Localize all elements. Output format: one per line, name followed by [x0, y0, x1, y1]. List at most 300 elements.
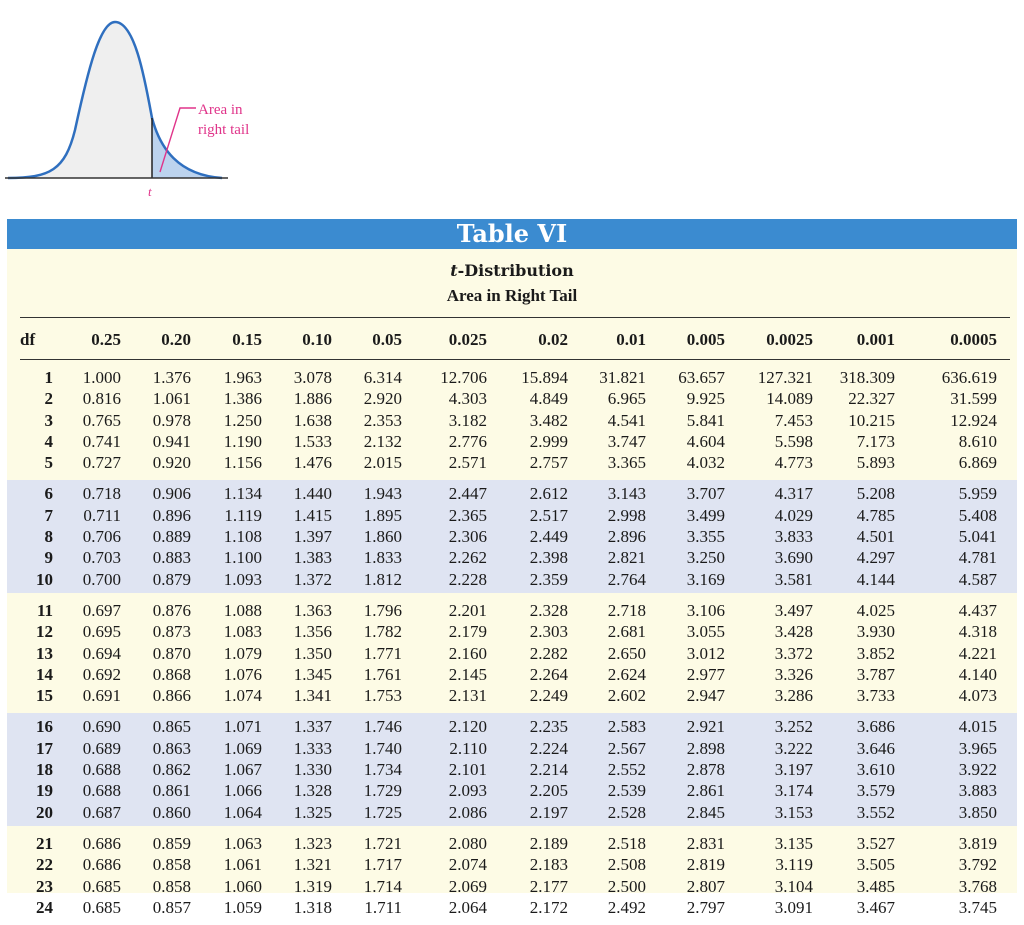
critical-value-cell: 2.821 [607, 548, 646, 568]
df-cell: 18 [36, 760, 53, 780]
critical-value-cell: 2.447 [448, 484, 487, 504]
critical-value-cell: 1.796 [363, 600, 402, 620]
critical-value-cell: 4.785 [856, 505, 895, 525]
critical-value-cell: 0.694 [82, 643, 121, 663]
critical-value-cell: 2.500 [607, 876, 646, 896]
critical-value-cell: 6.869 [958, 453, 997, 473]
df-cell: 6 [44, 484, 53, 504]
critical-value-cell: 0.685 [82, 876, 121, 896]
critical-value-cell: 1.711 [364, 897, 402, 917]
critical-value-cell: 3.091 [774, 897, 813, 917]
critical-value-cell: 1.083 [223, 622, 262, 642]
critical-value-cell: 2.612 [529, 484, 568, 504]
table-row [7, 569, 1017, 590]
t-axis-label: t [148, 184, 152, 199]
critical-value-cell: 2.999 [529, 431, 568, 451]
critical-value-cell: 7.453 [774, 410, 813, 430]
critical-value-cell: 0.906 [152, 484, 191, 504]
table-row [7, 738, 1017, 759]
critical-value-cell: 3.250 [686, 548, 725, 568]
critical-value-cell: 2.262 [448, 548, 487, 568]
critical-value-cell: 2.201 [448, 600, 487, 620]
critical-value-cell: 0.687 [82, 802, 121, 822]
critical-value-cell: 4.032 [686, 453, 725, 473]
df-header: df [20, 330, 36, 349]
table-row [7, 876, 1017, 897]
critical-value-cell: 1.328 [293, 781, 332, 801]
critical-value-cell: 0.686 [82, 833, 121, 853]
df-cell: 23 [36, 876, 53, 896]
critical-value-cell: 5.893 [856, 453, 895, 473]
critical-value-cell: 2.064 [448, 897, 487, 917]
table-row [7, 526, 1017, 547]
critical-value-cell: 1.833 [363, 548, 402, 568]
critical-value-cell: 2.807 [686, 876, 725, 896]
critical-value-cell: 4.221 [958, 643, 997, 663]
critical-value-cell: 1.729 [363, 781, 402, 801]
critical-value-cell: 1.337 [293, 717, 332, 737]
column-header: 0.02 [538, 330, 568, 349]
header-bottom-rule [20, 359, 1010, 360]
callout-label-line1: Area in [198, 102, 243, 118]
critical-value-cell: 2.080 [448, 833, 487, 853]
critical-value-cell: 3.222 [774, 738, 813, 758]
critical-value-cell: 5.208 [856, 484, 895, 504]
critical-value-cell: 0.859 [152, 833, 191, 853]
critical-value-cell: 2.160 [448, 643, 487, 663]
critical-value-cell: 2.264 [529, 664, 568, 684]
table-subtitle [7, 261, 1017, 280]
table-subtitle-area: Area in Right Tail [446, 286, 578, 305]
critical-value-cell: 2.214 [529, 760, 568, 780]
subtitle-variable: t [450, 261, 458, 280]
critical-value-cell: 2.145 [448, 664, 487, 684]
table-row [7, 452, 1017, 473]
critical-value-cell: 2.015 [363, 453, 402, 473]
table-row [7, 854, 1017, 875]
critical-value-cell: 3.485 [856, 876, 895, 896]
curve-body-fill [8, 22, 152, 178]
critical-value-cell: 0.697 [82, 600, 121, 620]
critical-value-cell: 0.688 [82, 760, 121, 780]
critical-value-cell: 0.868 [152, 664, 191, 684]
critical-value-cell: 2.172 [529, 897, 568, 917]
critical-value-cell: 3.922 [958, 760, 997, 780]
critical-value-cell: 1.067 [223, 760, 262, 780]
df-cell: 21 [36, 833, 53, 853]
row-group [7, 713, 1017, 825]
critical-value-cell: 0.866 [152, 686, 191, 706]
critical-value-cell: 3.850 [958, 802, 997, 822]
critical-value-cell: 2.718 [607, 600, 646, 620]
callout-label-line2: right tail [198, 122, 250, 138]
table-row [7, 685, 1017, 706]
critical-value-cell: 2.845 [686, 802, 725, 822]
critical-value-cell: 2.197 [529, 802, 568, 822]
critical-value-cell: 0.883 [152, 548, 191, 568]
critical-value-cell: 1.356 [293, 622, 332, 642]
critical-value-cell: 3.883 [958, 781, 997, 801]
critical-value-cell: 1.372 [293, 569, 332, 589]
t-distribution-curve-figure [0, 0, 280, 205]
column-header: 0.001 [856, 330, 895, 349]
critical-value-cell: 1.059 [223, 897, 262, 917]
critical-value-cell: 2.110 [449, 738, 487, 758]
critical-value-cell: 1.440 [293, 484, 332, 504]
table-row [7, 367, 1017, 388]
critical-value-cell: 1.740 [363, 738, 402, 758]
critical-value-cell: 2.189 [529, 833, 568, 853]
critical-value-cell: 22.327 [848, 389, 895, 409]
df-cell: 8 [44, 527, 53, 547]
critical-value-cell: 1.060 [223, 876, 262, 896]
critical-value-cell: 9.925 [686, 389, 725, 409]
critical-value-cell: 3.852 [856, 643, 895, 663]
critical-value-cell: 0.689 [82, 738, 121, 758]
column-header: 0.01 [616, 330, 646, 349]
table-row [7, 643, 1017, 664]
critical-value-cell: 3.707 [686, 484, 725, 504]
critical-value-cell: 4.587 [958, 569, 997, 589]
critical-value-cell: 3.610 [856, 760, 895, 780]
critical-value-cell: 2.303 [529, 622, 568, 642]
critical-value-cell: 4.437 [958, 600, 997, 620]
critical-value-cell: 4.297 [856, 548, 895, 568]
critical-value-cell: 0.765 [82, 410, 121, 430]
critical-value-cell: 2.947 [686, 686, 725, 706]
critical-value-cell: 3.690 [774, 548, 813, 568]
critical-value-cell: 3.552 [856, 802, 895, 822]
critical-value-cell: 127.321 [757, 368, 813, 387]
table-row [7, 833, 1017, 854]
critical-value-cell: 3.505 [856, 855, 895, 875]
df-cell: 9 [44, 548, 53, 568]
critical-value-cell: 0.718 [82, 484, 121, 504]
critical-value-cell: 0.941 [152, 431, 191, 451]
critical-value-cell: 2.177 [529, 876, 568, 896]
row-group [7, 597, 1017, 709]
row-group [7, 480, 1017, 592]
critical-value-cell: 4.140 [958, 664, 997, 684]
subtitle-text: -Distribution [457, 261, 574, 280]
critical-value-cell: 0.685 [82, 897, 121, 917]
critical-value-cell: 3.197 [774, 760, 813, 780]
critical-value-cell: 1.812 [363, 569, 402, 589]
critical-value-cell: 1.714 [363, 876, 402, 896]
critical-value-cell: 10.215 [848, 410, 895, 430]
critical-value-cell: 1.000 [82, 368, 121, 387]
critical-value-cell: 0.711 [83, 505, 121, 525]
table-row [7, 897, 1017, 918]
df-cell: 3 [44, 410, 53, 430]
critical-value-cell: 2.681 [607, 622, 646, 642]
critical-value-cell: 2.353 [363, 410, 402, 430]
critical-value-cell: 2.093 [448, 781, 487, 801]
critical-value-cell: 2.921 [686, 717, 725, 737]
critical-value-cell: 3.153 [774, 802, 813, 822]
critical-value-cell: 2.567 [607, 738, 646, 758]
table-row [7, 410, 1017, 431]
critical-value-cell: 0.873 [152, 622, 191, 642]
critical-value-cell: 0.703 [82, 548, 121, 568]
critical-value-cell: 1.190 [223, 431, 262, 451]
critical-value-cell: 1.076 [223, 664, 262, 684]
critical-value-cell: 0.889 [152, 527, 191, 547]
critical-value-cell: 2.508 [607, 855, 646, 875]
critical-value-cell: 1.066 [223, 781, 262, 801]
critical-value-cell: 3.686 [856, 717, 895, 737]
critical-value-cell: 2.878 [686, 760, 725, 780]
critical-value-cell: 2.205 [529, 781, 568, 801]
critical-value-cell: 2.492 [607, 897, 646, 917]
critical-value-cell: 2.086 [448, 802, 487, 822]
critical-value-cell: 3.733 [856, 686, 895, 706]
critical-value-cell: 0.896 [152, 505, 191, 525]
critical-value-cell: 0.816 [82, 389, 121, 409]
critical-value-cell: 3.482 [529, 410, 568, 430]
column-header: 0.0025 [766, 330, 813, 349]
critical-value-cell: 3.579 [856, 781, 895, 801]
critical-value-cell: 1.330 [293, 760, 332, 780]
critical-value-cell: 6.965 [607, 389, 646, 409]
critical-value-cell: 4.317 [774, 484, 813, 504]
critical-value-cell: 6.314 [363, 368, 402, 387]
critical-value-cell: 0.870 [152, 643, 191, 663]
critical-value-cell: 636.619 [941, 368, 997, 387]
df-cell: 17 [36, 738, 53, 758]
critical-value-cell: 0.876 [152, 600, 191, 620]
critical-value-cell: 63.657 [678, 368, 725, 387]
column-header: 0.005 [686, 330, 725, 349]
column-header: 0.10 [302, 330, 332, 349]
critical-value-cell: 4.303 [448, 389, 487, 409]
column-header: 0.25 [91, 330, 121, 349]
df-cell: 19 [36, 781, 53, 801]
critical-value-cell: 0.695 [82, 622, 121, 642]
critical-value-cell: 3.372 [774, 643, 813, 663]
critical-value-cell: 0.692 [82, 664, 121, 684]
critical-value-cell: 1.476 [293, 453, 332, 473]
critical-value-cell: 1.415 [293, 505, 332, 525]
critical-value-cell: 5.841 [686, 410, 725, 430]
critical-value-cell: 1.363 [293, 600, 332, 620]
critical-value-cell: 3.106 [686, 600, 725, 620]
critical-value-cell: 2.228 [448, 569, 487, 589]
critical-value-cell: 3.527 [856, 833, 895, 853]
critical-value-cell: 3.768 [958, 876, 997, 896]
critical-value-cell: 2.398 [529, 548, 568, 568]
header-top-rule [20, 317, 1010, 318]
critical-value-cell: 3.143 [607, 484, 646, 504]
critical-value-cell: 2.131 [448, 686, 487, 706]
critical-value-cell: 2.449 [529, 527, 568, 547]
critical-value-cell: 2.517 [529, 505, 568, 525]
column-header: 0.20 [161, 330, 191, 349]
critical-value-cell: 4.773 [774, 453, 813, 473]
critical-value-cell: 3.326 [774, 664, 813, 684]
critical-value-cell: 1.333 [293, 738, 332, 758]
row-group [7, 830, 1017, 921]
table-row [7, 505, 1017, 526]
critical-value-cell: 1.061 [223, 855, 262, 875]
critical-value-cell: 5.598 [774, 431, 813, 451]
critical-value-cell: 3.078 [293, 368, 332, 387]
critical-value-cell: 2.235 [529, 717, 568, 737]
critical-value-cell: 0.863 [152, 738, 191, 758]
critical-value-cell: 12.706 [440, 368, 487, 387]
critical-value-cell: 3.119 [775, 855, 813, 875]
critical-value-cell: 2.306 [448, 527, 487, 547]
critical-value-cell: 1.079 [223, 643, 262, 663]
critical-value-cell: 0.688 [82, 781, 121, 801]
critical-value-cell: 3.012 [686, 643, 725, 663]
critical-value-cell: 3.581 [774, 569, 813, 589]
critical-value-cell: 2.224 [529, 738, 568, 758]
critical-value-cell: 2.365 [448, 505, 487, 525]
critical-value-cell: 0.706 [82, 527, 121, 547]
critical-value-cell: 3.428 [774, 622, 813, 642]
critical-value-cell: 1.319 [293, 876, 332, 896]
critical-value-cell: 3.930 [856, 622, 895, 642]
critical-value-cell: 2.757 [529, 453, 568, 473]
critical-value-cell: 1.321 [293, 855, 332, 875]
table-title: Table VI [456, 219, 568, 248]
critical-value-cell: 2.861 [686, 781, 725, 801]
critical-value-cell: 1.318 [293, 897, 332, 917]
critical-value-cell: 3.747 [607, 431, 646, 451]
critical-value-cell: 1.782 [363, 622, 402, 642]
critical-value-cell: 2.120 [448, 717, 487, 737]
critical-value-cell: 0.741 [82, 431, 121, 451]
critical-value-cell: 2.183 [529, 855, 568, 875]
critical-value-cell: 2.069 [448, 876, 487, 896]
critical-value-cell: 2.518 [607, 833, 646, 853]
critical-value-cell: 0.865 [152, 717, 191, 737]
critical-value-cell: 1.064 [223, 802, 262, 822]
critical-value-cell: 4.501 [856, 527, 895, 547]
critical-value-cell: 1.341 [293, 686, 332, 706]
critical-value-cell: 1.771 [363, 643, 402, 663]
critical-value-cell: 3.965 [958, 738, 997, 758]
critical-value-cell: 0.861 [152, 781, 191, 801]
critical-value-cell: 2.831 [686, 833, 725, 853]
critical-value-cell: 3.055 [686, 622, 725, 642]
table-body [7, 364, 1017, 925]
critical-value-cell: 3.819 [958, 833, 997, 853]
critical-value-cell: 3.646 [856, 738, 895, 758]
df-cell: 4 [44, 431, 53, 451]
critical-value-cell: 2.764 [607, 569, 646, 589]
critical-value-cell: 31.599 [950, 389, 997, 409]
critical-value-cell: 0.879 [152, 569, 191, 589]
critical-value-cell: 0.860 [152, 802, 191, 822]
critical-value-cell: 2.074 [448, 855, 487, 875]
critical-value-cell: 1.383 [293, 548, 332, 568]
critical-value-cell: 2.249 [529, 686, 568, 706]
critical-value-cell: 2.528 [607, 802, 646, 822]
critical-value-cell: 1.638 [293, 410, 332, 430]
critical-value-cell: 4.318 [958, 622, 997, 642]
critical-value-cell: 5.408 [958, 505, 997, 525]
critical-value-cell: 2.797 [686, 897, 725, 917]
critical-value-cell: 0.700 [82, 569, 121, 589]
critical-value-cell: 2.539 [607, 781, 646, 801]
critical-value-cell: 5.959 [958, 484, 997, 504]
critical-value-cell: 3.787 [856, 664, 895, 684]
table-row [7, 431, 1017, 452]
critical-value-cell: 2.179 [448, 622, 487, 642]
critical-value-cell: 3.745 [958, 897, 997, 917]
critical-value-cell: 4.849 [529, 389, 568, 409]
critical-value-cell: 3.497 [774, 600, 813, 620]
critical-value-cell: 0.690 [82, 717, 121, 737]
critical-value-cell: 3.135 [774, 833, 813, 853]
critical-value-cell: 3.104 [774, 876, 813, 896]
critical-value-cell: 0.862 [152, 760, 191, 780]
column-header: 0.05 [372, 330, 402, 349]
critical-value-cell: 2.898 [686, 738, 725, 758]
critical-value-cell: 3.833 [774, 527, 813, 547]
critical-value-cell: 4.541 [607, 410, 646, 430]
critical-value-cell: 5.041 [958, 527, 997, 547]
critical-value-cell: 3.355 [686, 527, 725, 547]
df-cell: 11 [36, 600, 53, 620]
critical-value-cell: 1.069 [223, 738, 262, 758]
critical-value-cell: 12.924 [950, 410, 997, 430]
df-cell: 16 [36, 717, 53, 737]
critical-value-cell: 7.173 [856, 431, 895, 451]
critical-value-cell: 2.571 [448, 453, 487, 473]
critical-value-cell: 0.920 [152, 453, 191, 473]
critical-value-cell: 31.821 [599, 368, 646, 387]
critical-value-cell: 3.174 [774, 781, 813, 801]
critical-value-cell: 1.250 [223, 410, 262, 430]
table-row [7, 780, 1017, 801]
critical-value-cell: 1.156 [223, 453, 262, 473]
critical-value-cell: 1.717 [363, 855, 402, 875]
critical-value-cell: 1.074 [223, 686, 262, 706]
critical-value-cell: 1.397 [293, 527, 332, 547]
critical-value-cell: 2.328 [529, 600, 568, 620]
critical-value-cell: 1.886 [293, 389, 332, 409]
critical-value-cell: 3.286 [774, 686, 813, 706]
table-row [7, 716, 1017, 737]
critical-value-cell: 2.920 [363, 389, 402, 409]
critical-value-cell: 0.858 [152, 855, 191, 875]
critical-value-cell: 2.896 [607, 527, 646, 547]
critical-value-cell: 3.792 [958, 855, 997, 875]
table-title-bar [7, 219, 1017, 249]
critical-value-cell: 1.100 [223, 548, 262, 568]
critical-value-cell: 1.761 [363, 664, 402, 684]
critical-value-cell: 2.650 [607, 643, 646, 663]
critical-value-cell: 4.144 [856, 569, 895, 589]
critical-value-cell: 2.624 [607, 664, 646, 684]
critical-value-cell: 2.602 [607, 686, 646, 706]
df-cell: 15 [36, 686, 53, 706]
critical-value-cell: 1.119 [224, 505, 262, 525]
critical-value-cell: 0.686 [82, 855, 121, 875]
critical-value-cell: 1.860 [363, 527, 402, 547]
critical-value-cell: 3.365 [607, 453, 646, 473]
df-cell: 10 [36, 569, 53, 589]
df-cell: 1 [44, 368, 53, 387]
critical-value-cell: 1.753 [363, 686, 402, 706]
critical-value-cell: 4.025 [856, 600, 895, 620]
critical-value-cell: 3.499 [686, 505, 725, 525]
critical-value-cell: 0.727 [82, 453, 121, 473]
critical-value-cell: 1.734 [363, 760, 402, 780]
